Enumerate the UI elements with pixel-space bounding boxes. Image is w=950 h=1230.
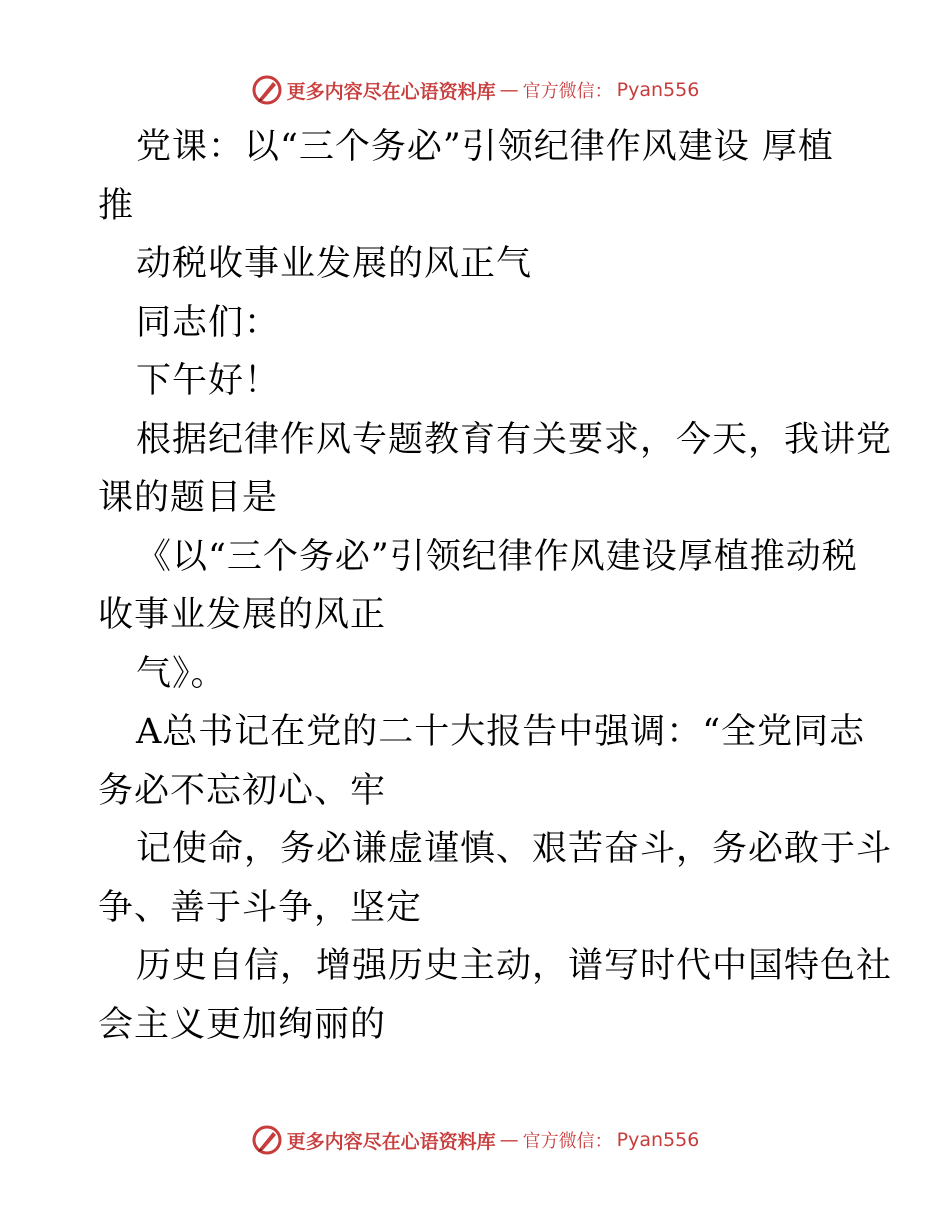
document-title-line-2: 推 [98,185,135,226]
paragraph-line: 会主义更加绚丽的 [98,1004,387,1045]
document-title-line-3: 动税收事业发展的风正气 [136,244,533,284]
paragraph-line: A总书记在党的二十大报告中强调：“全党同志 [136,712,866,752]
watermark-dash: — [499,1129,519,1151]
paragraph-line: 气》。 [136,653,227,694]
watermark-dash: — [499,79,519,101]
document-title-line-1: 党课：以“三个务必”引领纪律作风建设 厚植 [136,127,834,167]
watermark-id: Pyan556 [616,79,700,101]
paragraph-line: 记使命，务必谦虚谨慎、艰苦奋斗，务必敢于斗 [136,829,893,869]
watermark-main-text: 更多内容尽在心语资料库 [286,80,496,103]
greeting: 下午好！ [136,361,281,401]
pen-logo-icon [251,74,283,106]
paragraph-line: 收事业发展的风正 [98,595,387,635]
paragraph-line: 根据纪律作风专题教育有关要求，今天，我讲党 [136,419,893,460]
paragraph-line: 历史自信，增强历史主动，谱写时代中国特色社 [136,946,893,986]
header-watermark [0,70,950,110]
salutation: 同志们： [136,302,281,343]
document-body [98,118,893,1054]
paragraph-line: 务必不忘初心、牢 [98,770,387,811]
footer-watermark [0,1120,950,1160]
paragraph-line: 课的题目是 [98,478,279,518]
watermark-main-text: 更多内容尽在心语资料库 [286,1130,496,1153]
pen-logo-icon [251,1124,283,1156]
watermark-sub-text: 官方微信： [522,1131,613,1152]
paragraph-line: 《以“三个务必”引领纪律作风建设厚植推动税 [136,536,858,577]
paragraph-line: 争、善于斗争，坚定 [98,887,423,928]
watermark-sub-text: 官方微信： [522,81,613,102]
watermark-id: Pyan556 [616,1129,700,1151]
